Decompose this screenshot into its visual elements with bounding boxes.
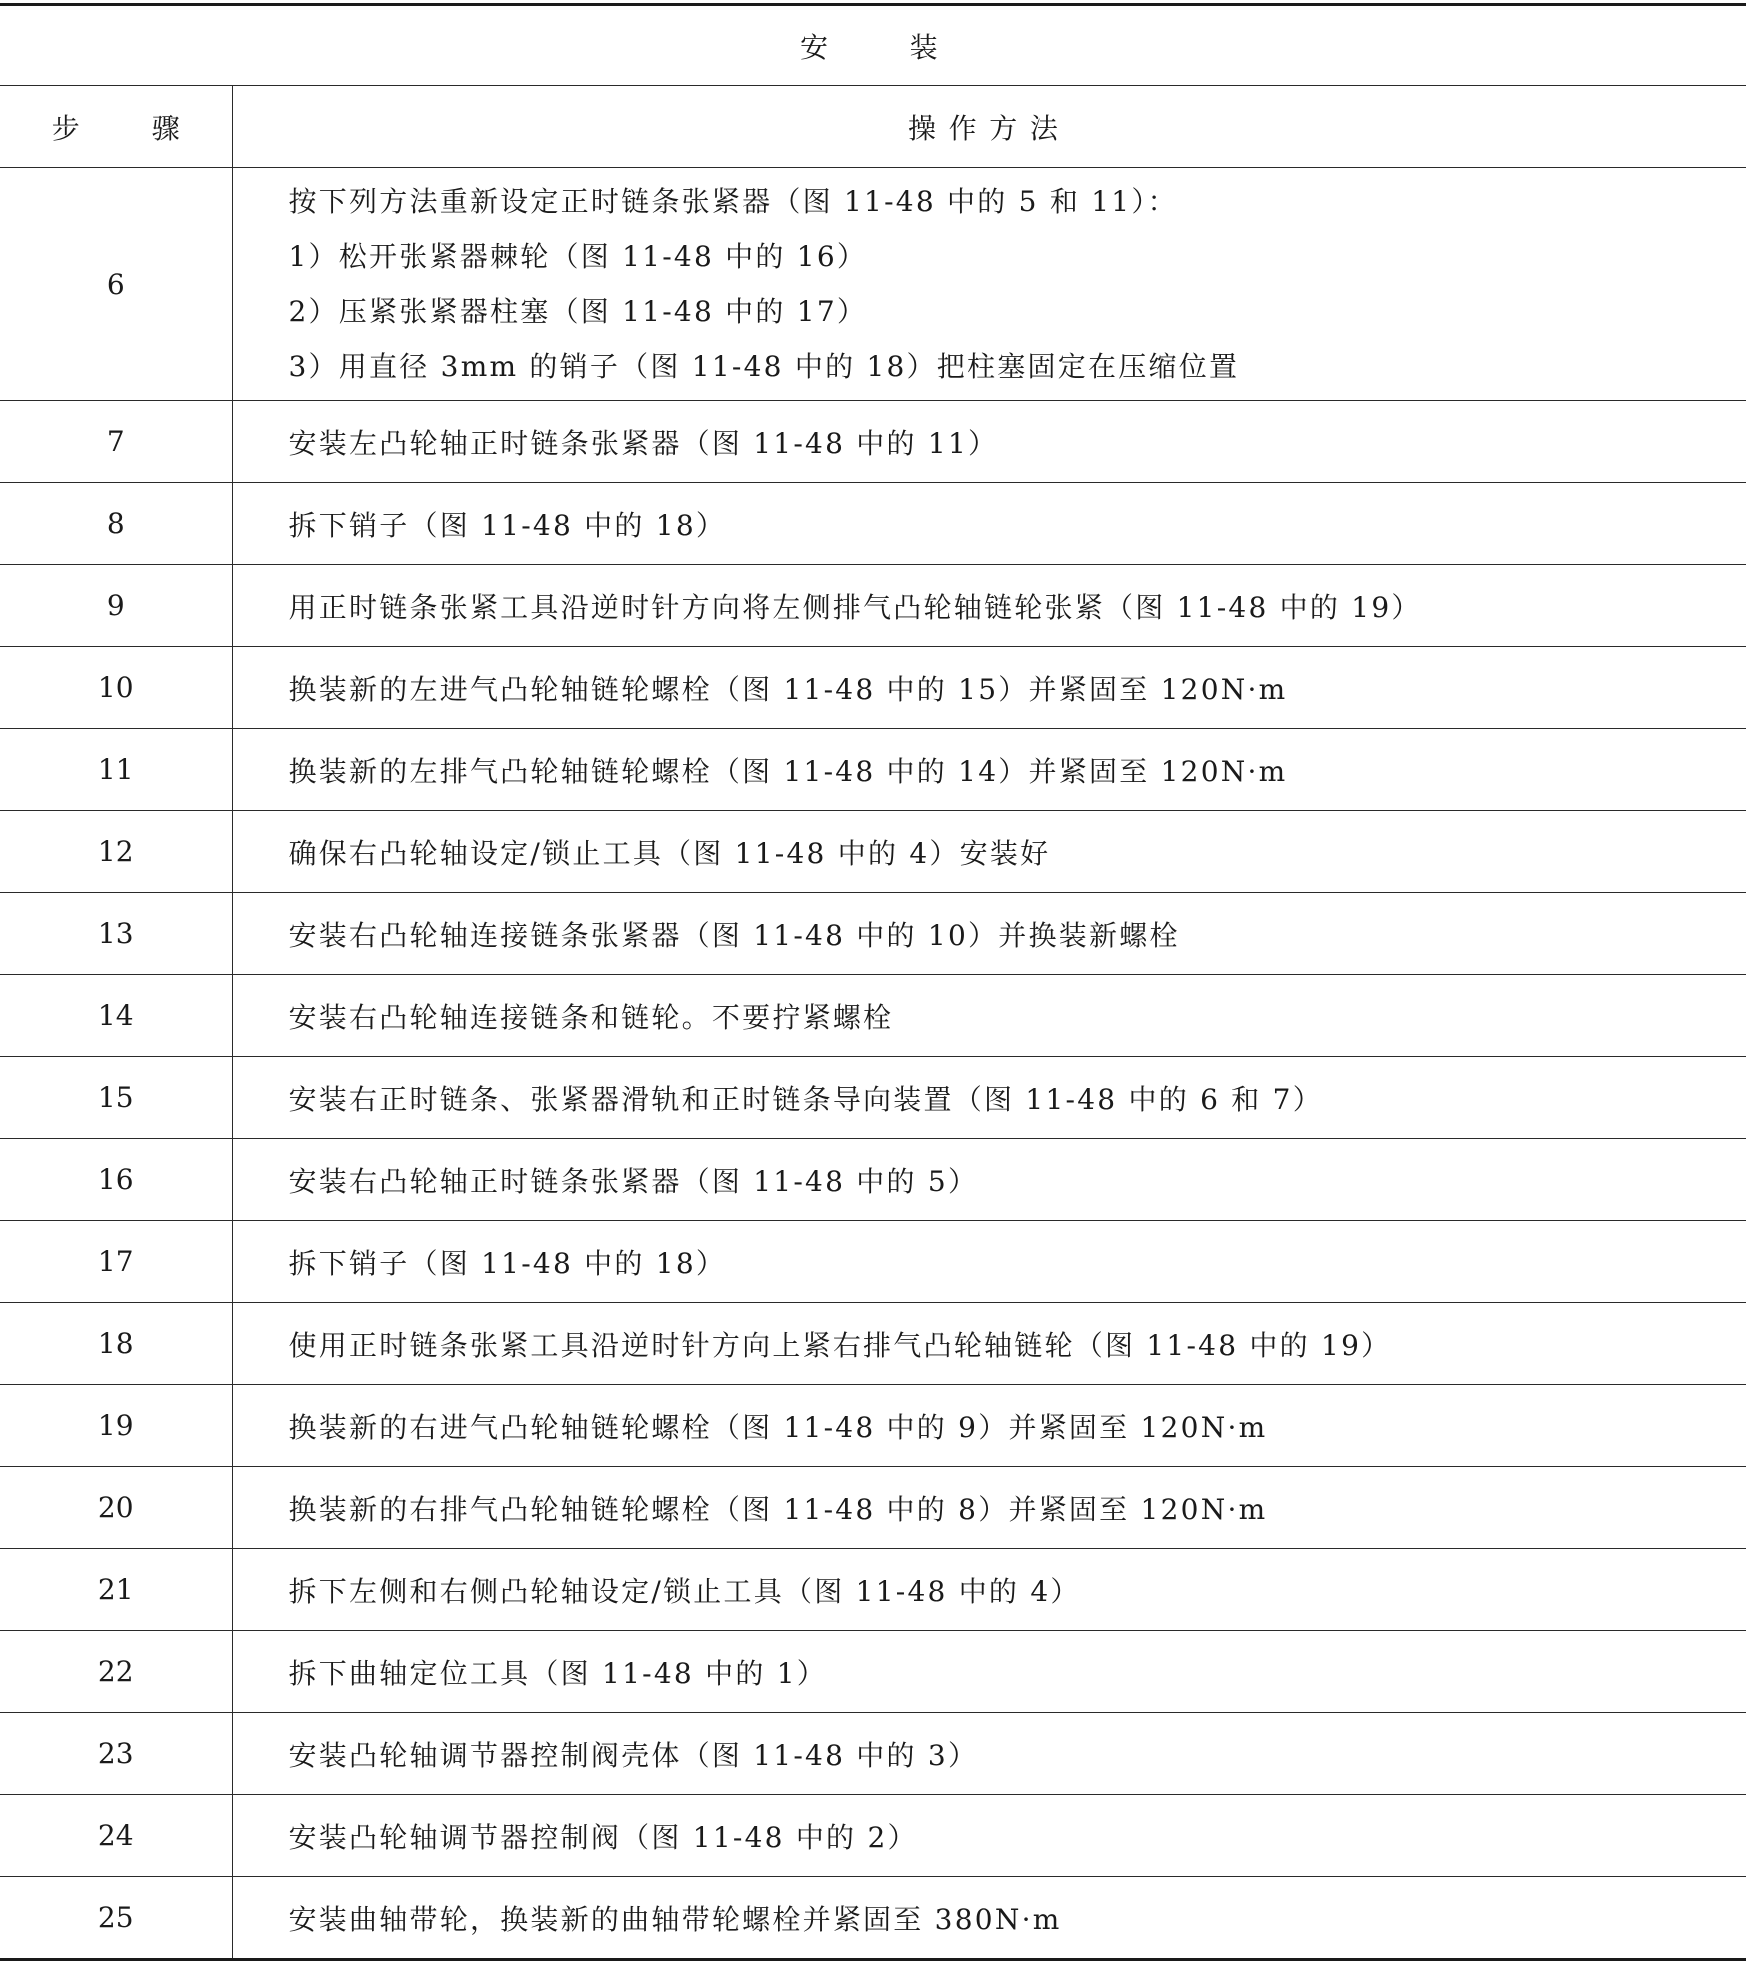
table-row bbox=[0, 401, 1746, 483]
table-row bbox=[0, 1713, 1746, 1795]
method-text: 拆下销子（图 11-48 中的 18） bbox=[232, 1221, 1746, 1303]
method-text: 安装凸轮轴调节器控制阀壳体（图 11-48 中的 3） bbox=[232, 1713, 1746, 1795]
table-row bbox=[0, 168, 1746, 401]
table-body bbox=[0, 5, 1746, 1960]
method-text: 换装新的左进气凸轮轴链轮螺栓（图 11-48 中的 15）并紧固至 120N·m bbox=[232, 647, 1746, 729]
method-line: 2）压紧张紧器柱塞（图 11-48 中的 17） bbox=[289, 284, 1746, 339]
header-method: 操作方法 bbox=[232, 86, 1746, 168]
step-number: 25 bbox=[0, 1877, 232, 1960]
method-text: 确保右凸轮轴设定/锁止工具（图 11-48 中的 4）安装好 bbox=[232, 811, 1746, 893]
step-number: 15 bbox=[0, 1057, 232, 1139]
step-number: 24 bbox=[0, 1795, 232, 1877]
table-row bbox=[0, 1631, 1746, 1713]
header-step-char2: 骤 bbox=[152, 112, 180, 145]
step-number: 14 bbox=[0, 975, 232, 1057]
method-text: 换装新的右进气凸轮轴链轮螺栓（图 11-48 中的 9）并紧固至 120N·m bbox=[232, 1385, 1746, 1467]
step-number: 9 bbox=[0, 565, 232, 647]
title-row bbox=[0, 5, 1746, 86]
method-line: 按下列方法重新设定正时链条张紧器（图 11-48 中的 5 和 11）： bbox=[289, 174, 1746, 229]
method-text: 安装右凸轮轴正时链条张紧器（图 11-48 中的 5） bbox=[232, 1139, 1746, 1221]
table-row bbox=[0, 1385, 1746, 1467]
header-step-char1: 步 bbox=[52, 107, 80, 147]
step-number: 12 bbox=[0, 811, 232, 893]
method-text: 拆下销子（图 11-48 中的 18） bbox=[232, 483, 1746, 565]
table-row bbox=[0, 1795, 1746, 1877]
method-text: 拆下左侧和右侧凸轮轴设定/锁止工具（图 11-48 中的 4） bbox=[232, 1549, 1746, 1631]
table-row bbox=[0, 1139, 1746, 1221]
step-number: 11 bbox=[0, 729, 232, 811]
step-number: 10 bbox=[0, 647, 232, 729]
table-row bbox=[0, 647, 1746, 729]
table-row bbox=[0, 1877, 1746, 1960]
table-title: 安 装 bbox=[0, 5, 1746, 86]
header-row bbox=[0, 86, 1746, 168]
step-number: 22 bbox=[0, 1631, 232, 1713]
step-number: 18 bbox=[0, 1303, 232, 1385]
table-row bbox=[0, 1057, 1746, 1139]
table-row bbox=[0, 975, 1746, 1057]
table-row bbox=[0, 1467, 1746, 1549]
table-row bbox=[0, 729, 1746, 811]
table-row bbox=[0, 1549, 1746, 1631]
step-number: 19 bbox=[0, 1385, 232, 1467]
step-number: 17 bbox=[0, 1221, 232, 1303]
installation-table bbox=[0, 3, 1746, 1961]
table-row bbox=[0, 483, 1746, 565]
step-number: 16 bbox=[0, 1139, 232, 1221]
method-text bbox=[232, 168, 1746, 401]
step-number: 8 bbox=[0, 483, 232, 565]
method-text: 换装新的左排气凸轮轴链轮螺栓（图 11-48 中的 14）并紧固至 120N·m bbox=[232, 729, 1746, 811]
method-text: 安装右凸轮轴连接链条张紧器（图 11-48 中的 10）并换装新螺栓 bbox=[232, 893, 1746, 975]
method-text: 安装右正时链条、张紧器滑轨和正时链条导向装置（图 11-48 中的 6 和 7） bbox=[232, 1057, 1746, 1139]
method-text: 安装曲轴带轮，换装新的曲轴带轮螺栓并紧固至 380N·m bbox=[232, 1877, 1746, 1960]
table-row bbox=[0, 1303, 1746, 1385]
method-text: 换装新的右排气凸轮轴链轮螺栓（图 11-48 中的 8）并紧固至 120N·m bbox=[232, 1467, 1746, 1549]
step-number: 7 bbox=[0, 401, 232, 483]
method-text: 安装左凸轮轴正时链条张紧器（图 11-48 中的 11） bbox=[232, 401, 1746, 483]
method-text: 拆下曲轴定位工具（图 11-48 中的 1） bbox=[232, 1631, 1746, 1713]
method-line: 3）用直径 3mm 的销子（图 11-48 中的 18）把柱塞固定在压缩位置 bbox=[289, 339, 1746, 394]
header-step bbox=[0, 86, 232, 168]
table-row bbox=[0, 893, 1746, 975]
step-number: 20 bbox=[0, 1467, 232, 1549]
table-row bbox=[0, 1221, 1746, 1303]
table-row bbox=[0, 811, 1746, 893]
step-number: 21 bbox=[0, 1549, 232, 1631]
step-number: 13 bbox=[0, 893, 232, 975]
step-number: 23 bbox=[0, 1713, 232, 1795]
method-text: 安装凸轮轴调节器控制阀（图 11-48 中的 2） bbox=[232, 1795, 1746, 1877]
method-line: 1）松开张紧器棘轮（图 11-48 中的 16） bbox=[289, 229, 1746, 284]
table-row bbox=[0, 565, 1746, 647]
step-number: 6 bbox=[0, 168, 232, 401]
method-text: 使用正时链条张紧工具沿逆时针方向上紧右排气凸轮轴链轮（图 11-48 中的 19） bbox=[232, 1303, 1746, 1385]
method-text: 用正时链条张紧工具沿逆时针方向将左侧排气凸轮轴链轮张紧（图 11-48 中的 19） bbox=[232, 565, 1746, 647]
method-text: 安装右凸轮轴连接链条和链轮。不要拧紧螺栓 bbox=[232, 975, 1746, 1057]
